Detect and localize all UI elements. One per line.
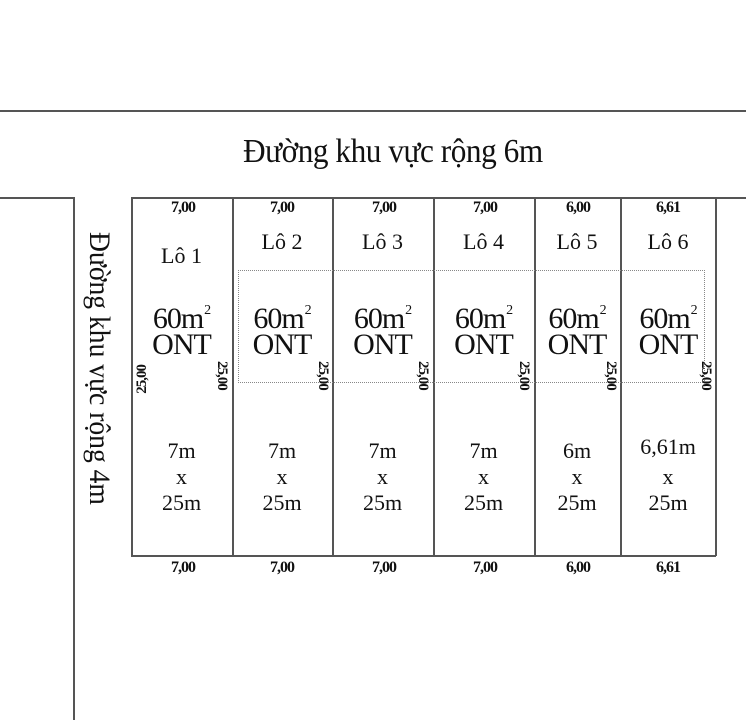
lot-land-use: ONT	[353, 328, 412, 361]
lot-back-width: 7,00	[372, 559, 396, 576]
left-block-top-line	[0, 197, 74, 199]
lot-4[interactable]	[433, 197, 534, 576]
lot-back-width: 7,00	[171, 559, 195, 576]
lot-land-use: ONT	[547, 328, 607, 361]
lot-front-width: 7,00	[270, 199, 294, 216]
lot-front-width: 7,00	[372, 199, 396, 216]
lot-size-width: 7m	[469, 438, 498, 463]
lot-front-width: 6,00	[566, 199, 590, 216]
lot-size-width: 7m	[368, 438, 397, 463]
lot-back-width: 6,00	[566, 559, 590, 576]
lot-back-width: 6,61	[656, 559, 680, 576]
lot-size-width: 6m	[562, 438, 592, 463]
lot-size-x: x	[571, 464, 583, 489]
lot-area: $60m^2$	[454, 302, 513, 335]
lot-size-width: 6,61m	[640, 434, 696, 459]
lot-depth-right: 25,00	[603, 361, 619, 390]
left-road-label: Đường khu vực rộng 4m	[83, 232, 116, 505]
top-road-label: Đường khu vực rộng 6m	[243, 133, 543, 170]
lot-name: Lô 6	[647, 229, 689, 254]
lot-name: Lô 4	[463, 229, 504, 254]
lot-1[interactable]	[131, 197, 232, 576]
lot-size-x: x	[276, 464, 288, 489]
lot-name: Lô 1	[161, 243, 202, 268]
lot-size-width: 7m	[267, 438, 297, 463]
lot-size-depth: 25m	[648, 490, 688, 515]
lot-back-width: 7,00	[270, 559, 294, 576]
lot-name: Lô 3	[362, 229, 403, 254]
lot-front-width: 7,00	[171, 199, 195, 216]
left-block-right-line	[73, 197, 75, 720]
lot-depth-right: 25,00	[415, 361, 431, 390]
lot-area: $60m^2$	[639, 302, 697, 335]
lot-area: $60m^2$	[152, 302, 211, 335]
lot-size-depth: 25m	[161, 490, 202, 515]
lot-size-width: 7m	[167, 438, 196, 463]
lot-3[interactable]	[332, 197, 433, 576]
lot-depth-right: 25,00	[315, 361, 331, 390]
lot-land-use: ONT	[152, 328, 211, 361]
lot-name: Lô 2	[261, 229, 303, 254]
lot-6[interactable]	[620, 197, 716, 576]
lot-front-width: 7,00	[473, 199, 497, 216]
lot-area: $60m^2$	[253, 302, 311, 335]
lot-depth-right: 25,00	[214, 361, 230, 390]
lot-depth-left: 25,00	[134, 365, 150, 394]
lot-size-depth: 25m	[463, 490, 504, 515]
lot-land-use: ONT	[638, 328, 698, 361]
lot-land-use: ONT	[454, 328, 513, 361]
lot-size-x: x	[478, 464, 489, 489]
lot-area: $60m^2$	[548, 302, 606, 335]
lot-front-width: 6,61	[656, 199, 680, 216]
lot-name: Lô 5	[556, 229, 598, 254]
lot-land-use: ONT	[252, 328, 312, 361]
lot-size-depth: 25m	[362, 490, 403, 515]
lot-depth-right: 25,00	[516, 361, 532, 390]
lot-size-x: x	[662, 464, 674, 489]
lot-area: $60m^2$	[353, 302, 412, 335]
lot-size-depth: 25m	[557, 490, 597, 515]
lot-size-depth: 25m	[262, 490, 302, 515]
right-block-top-line	[716, 197, 746, 199]
lot-2[interactable]	[232, 197, 332, 576]
lot-size-x: x	[176, 464, 187, 489]
lot-depth-right: 25,00	[698, 361, 714, 390]
top-road-edge-line	[0, 110, 746, 112]
lot-5[interactable]	[534, 197, 620, 576]
lot-size-x: x	[377, 464, 388, 489]
lot-back-width: 7,00	[473, 559, 497, 576]
